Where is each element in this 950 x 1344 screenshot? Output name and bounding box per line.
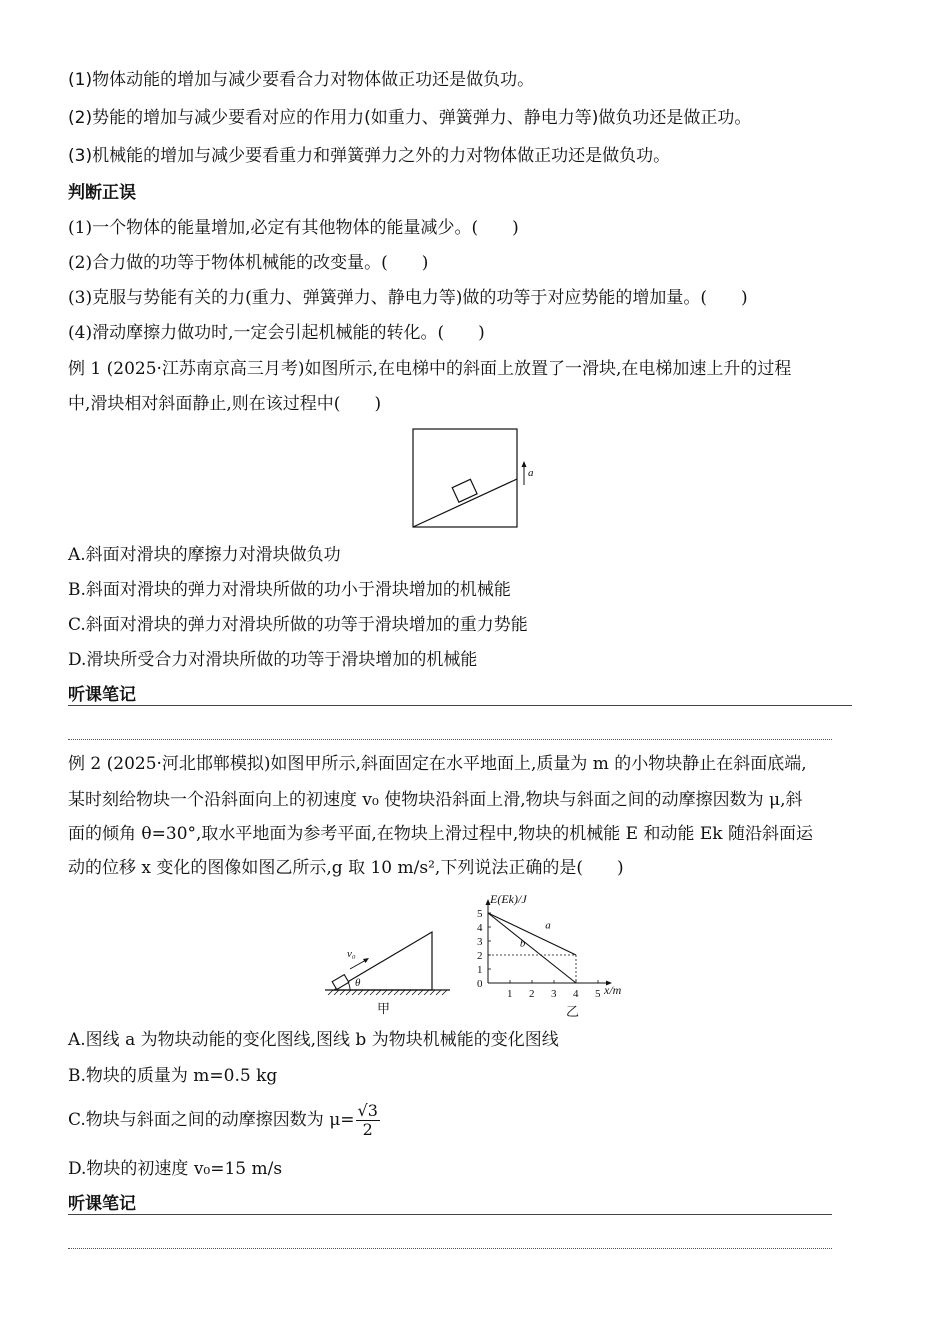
ex2-stem-line3: 面的倾角 θ=30°,取水平地面为参考平面,在物块上滑过程中,物块的机械能 E 和动能 Ek 随沿斜面运 — [68, 824, 813, 844]
fraction-denominator: 2 — [362, 1120, 373, 1139]
caption-jia: 甲 — [377, 1001, 391, 1016]
ex2-option-c-text: C.物块与斜面之间的动摩擦因数为 μ= — [68, 1110, 355, 1130]
block — [332, 975, 349, 990]
x-tick-label: 4 — [573, 988, 579, 1000]
judge-item-4: (4)滑动摩擦力做功时,一定会引起机械能的转化。( ) — [68, 323, 485, 343]
tip-1: (1)物体动能的增加与减少要看合力对物体做正功还是做负功。 — [68, 70, 535, 90]
caption-yi: 乙 — [566, 1004, 580, 1019]
tip-2: (2)势能的增加与减少要看对应的作用力(如重力、弹簧弹力、静电力等)做负功还是做正功。 — [68, 108, 752, 128]
x-tick-label: 1 — [507, 988, 513, 1000]
x-tick-label: 5 — [595, 988, 601, 1000]
ex2-option-b: B.物块的质量为 m=0.5 kg — [68, 1066, 278, 1086]
chart-xlabel: x/m — [604, 983, 622, 997]
ex2-notes-rule-2 — [68, 1248, 832, 1249]
ex2-stem-line4: 动的位移 x 变化的图像如图乙所示,g 取 10 m/s²,下列说法正确的是( ) — [68, 858, 624, 878]
ex2-option-c-fraction — [356, 1102, 380, 1139]
ex1-notes-heading: 听课笔记 — [68, 685, 136, 705]
y-tick-label: 2 — [477, 950, 483, 962]
ex1-option-c: C.斜面对滑块的弹力对滑块所做的功等于滑块增加的重力势能 — [68, 615, 528, 635]
ex2-option-d: D.物块的初速度 v₀=15 m/s — [68, 1159, 283, 1179]
elevator-box — [413, 429, 517, 527]
y-tick-label: 5 — [477, 908, 483, 920]
ex1-option-a: A.斜面对滑块的摩擦力对滑块做负功 — [68, 545, 341, 565]
ex1-elevator-figure — [408, 425, 548, 533]
judge-item-2: (2)合力做的功等于物体机械能的改变量。( ) — [68, 253, 429, 273]
ex1-notes-rule-1 — [68, 705, 852, 706]
x-tick-label: 3 — [551, 988, 557, 1000]
ex1-stem-line2: 中,滑块相对斜面静止,则在该过程中( ) — [68, 394, 382, 414]
chart-ylabel: E(Ek)/J — [490, 892, 527, 906]
label-v0: v₀ — [347, 948, 356, 960]
ex2-figure-yi-chart — [468, 888, 638, 1020]
ex1-option-d: D.滑块所受合力对滑块所做的功等于滑块增加的机械能 — [68, 650, 478, 670]
ex2-notes-heading: 听课笔记 — [68, 1194, 136, 1214]
y-tick-label: 4 — [477, 922, 483, 934]
series-label-b: b — [519, 937, 526, 950]
ex1-notes-rule-2 — [68, 739, 832, 740]
series-label-a: a — [545, 919, 551, 932]
judge-item-3: (3)克服与势能有关的力(重力、弹簧弹力、静电力等)做的功等于对应势能的增加量。( ) — [68, 288, 748, 308]
velocity-arrow — [350, 960, 366, 969]
ex2-stem-line1: 例 2 (2025·河北邯郸模拟)如图甲所示,斜面固定在水平地面上,质量为 m 的小物块静止在斜面底端, — [68, 754, 807, 774]
ex2-option-a: A.图线 a 为物块动能的变化图线,图线 b 为物块机械能的变化图线 — [68, 1030, 559, 1050]
judge-item-1: (1)一个物体的能量增加,必定有其他物体的能量减少。( ) — [68, 218, 519, 238]
fraction-numerator: √3 — [357, 1101, 378, 1120]
judge-heading: 判断正误 — [68, 183, 136, 203]
ex1-option-b: B.斜面对滑块的弹力对滑块所做的功小于滑块增加的机械能 — [68, 580, 511, 600]
y-tick-label: 1 — [477, 964, 483, 976]
ex2-notes-rule-1 — [68, 1214, 832, 1215]
ex2-option-c — [68, 1098, 380, 1142]
label-theta: θ — [355, 977, 361, 989]
y-tick-label: 3 — [477, 936, 483, 948]
ex2-stem-line2: 某时刻给物块一个沿斜面向上的初速度 v₀ 使物块沿斜面上滑,物块与斜面之间的动摩擦因数为 μ,斜 — [68, 790, 803, 810]
ex2-figure-jia — [320, 922, 455, 1020]
x-tick-label: 2 — [529, 988, 535, 1000]
series-line-b — [488, 913, 576, 983]
ex1-stem-line1: 例 1 (2025·江苏南京高三月考)如图所示,在电梯中的斜面上放置了一滑块,在电梯加速上升的过程 — [68, 359, 792, 379]
tip-3: (3)机械能的增加与减少要看重力和弹簧弹力之外的力对物体做正功还是做负功。 — [68, 146, 671, 166]
y-tick-label: 0 — [477, 978, 483, 990]
angle-arc — [348, 982, 350, 990]
acceleration-label: a — [528, 467, 534, 479]
